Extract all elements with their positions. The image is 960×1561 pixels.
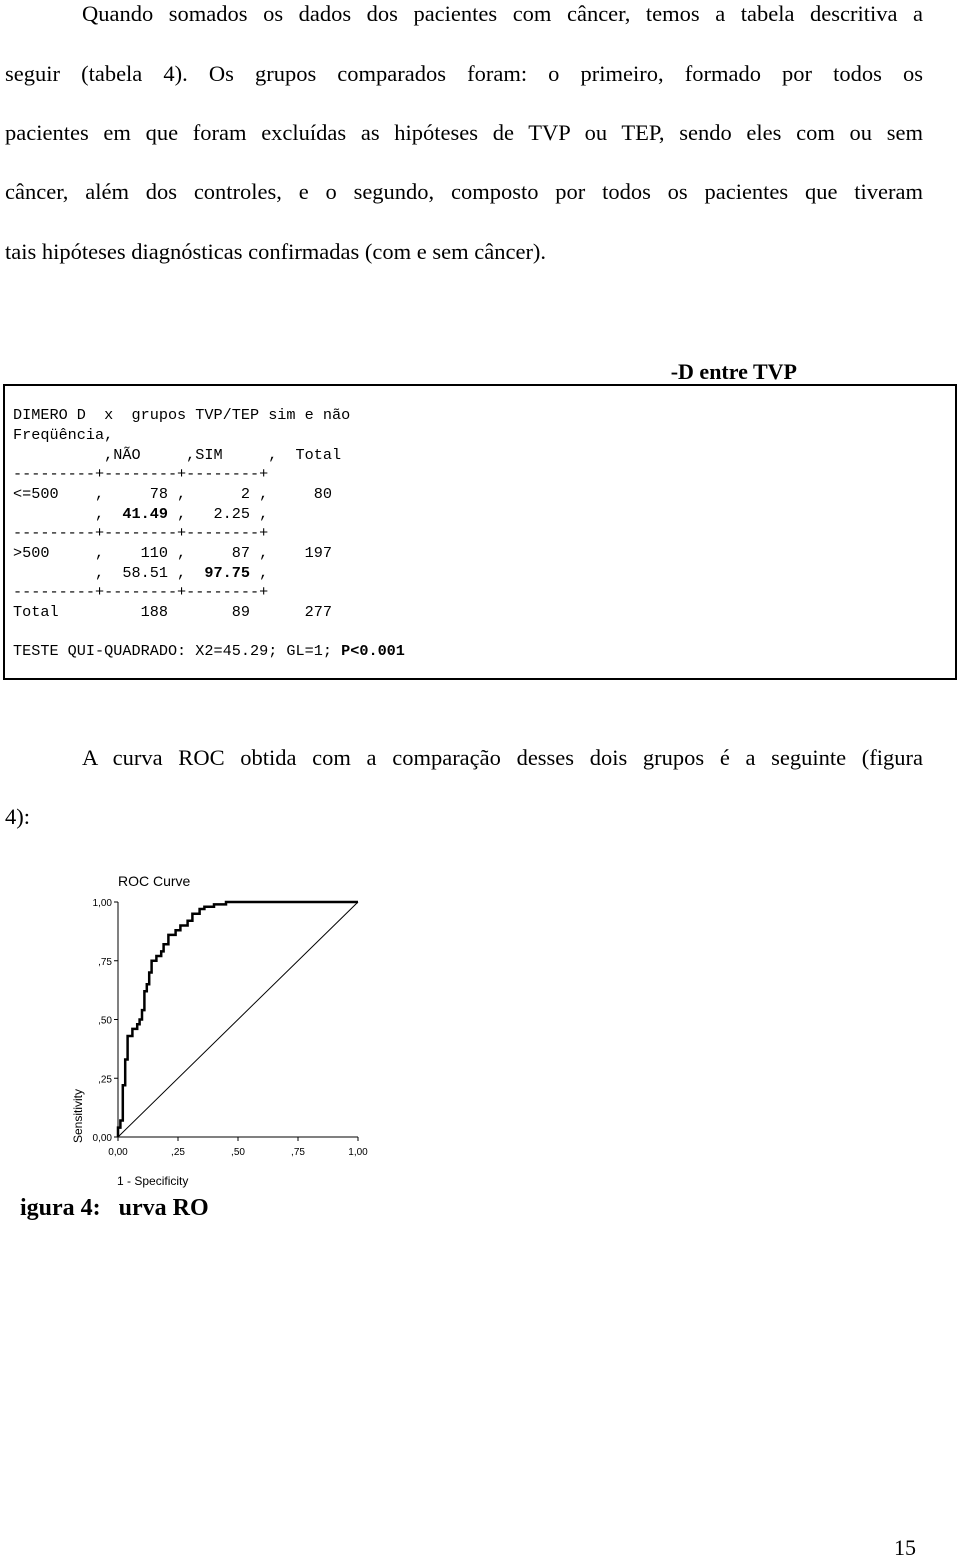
frequency-table <box>3 384 957 680</box>
y-tick-label: ,25 <box>98 1074 112 1086</box>
table-separator: ---------+--------+--------+ <box>13 465 269 483</box>
cell-pct-sim: 97.75 <box>204 564 250 582</box>
table-total-row: Total 188 89 277 <box>13 603 332 621</box>
paragraph-roc-intro-cont: 4): <box>5 804 30 829</box>
x-tick-label: 0,00 <box>108 1147 128 1158</box>
cell-pct-nao: 41.49 <box>122 505 168 523</box>
caption-text: urva RO <box>118 1195 209 1221</box>
paragraph-line: câncer, além dos controles, e o segundo, composto por todos os pacientes que tiveram <box>5 179 923 204</box>
chi-square-test <box>13 642 405 662</box>
paragraph-roc-intro: A curva ROC obtida com a comparação desses dois grupos é a seguinte (figura <box>82 745 923 770</box>
x-tick-label: ,25 <box>171 1147 185 1158</box>
table-row-le500-counts: <=500 , 78 , 2 , 80 <box>13 485 332 503</box>
table-subtitle: Freqüência, <box>13 426 114 444</box>
table-separator: ---------+--------+--------+ <box>13 583 269 601</box>
x-axis-label: 1 - Specificity <box>117 1174 189 1188</box>
cell-suffix: , <box>249 564 269 582</box>
cell-prefix: , 58.51 , <box>13 564 205 582</box>
y-tick-label: 1,00 <box>92 898 112 909</box>
y-tick-label: ,50 <box>98 1015 112 1027</box>
roc-chart-svg <box>60 865 380 1195</box>
x-tick-label: ,50 <box>231 1147 245 1158</box>
table-row-gt500-percent <box>13 564 268 584</box>
paragraph-line: pacientes em que foram excluídas as hipóteses de TVP ou TEP, sendo eles com ou sem <box>5 120 923 145</box>
paragraph-line: Quando somados os dados dos pacientes com câncer, temos a tabela descritiva a <box>82 1 923 26</box>
paragraph-line: seguir (tabela 4). Os grupos comparados foram: o primeiro, formado por todos os <box>5 61 923 86</box>
table-separator: ---------+--------+--------+ <box>13 524 269 542</box>
paragraph-line: tais hipóteses diagnósticas confirmadas (com e sem câncer). <box>5 239 547 264</box>
y-axis-label: Sensitivity <box>71 1088 85 1143</box>
caption-label: igura 4: <box>20 1195 101 1221</box>
test-text: TESTE QUI-QUADRADO: X2=45.29; GL=1; <box>13 642 342 660</box>
y-tick-label: ,75 <box>98 956 112 968</box>
y-tick-label: 0,00 <box>92 1133 112 1144</box>
table-title: DIMERO D x grupos TVP/TEP sim e não <box>13 406 351 424</box>
page-number: 15 <box>894 1535 916 1560</box>
chart-title: ROC Curve <box>118 873 191 889</box>
cell-suffix: , 2.25 , <box>167 505 269 523</box>
x-tick-label: ,75 <box>291 1147 305 1158</box>
table-row-gt500-counts: >500 , 110 , 87 , 197 <box>13 544 332 562</box>
reference-line <box>118 902 358 1137</box>
cell-prefix: , <box>13 505 123 523</box>
table-heading: -D entre TVP <box>670 359 797 384</box>
figure-caption <box>20 1195 209 1222</box>
table-row-le500-percent <box>13 505 268 525</box>
x-tick-label: 1,00 <box>348 1147 368 1158</box>
table-header-row: ,NÃO ,SIM , Total <box>13 446 342 464</box>
roc-chart <box>60 865 380 1195</box>
test-p-value: P<0.001 <box>341 642 405 660</box>
